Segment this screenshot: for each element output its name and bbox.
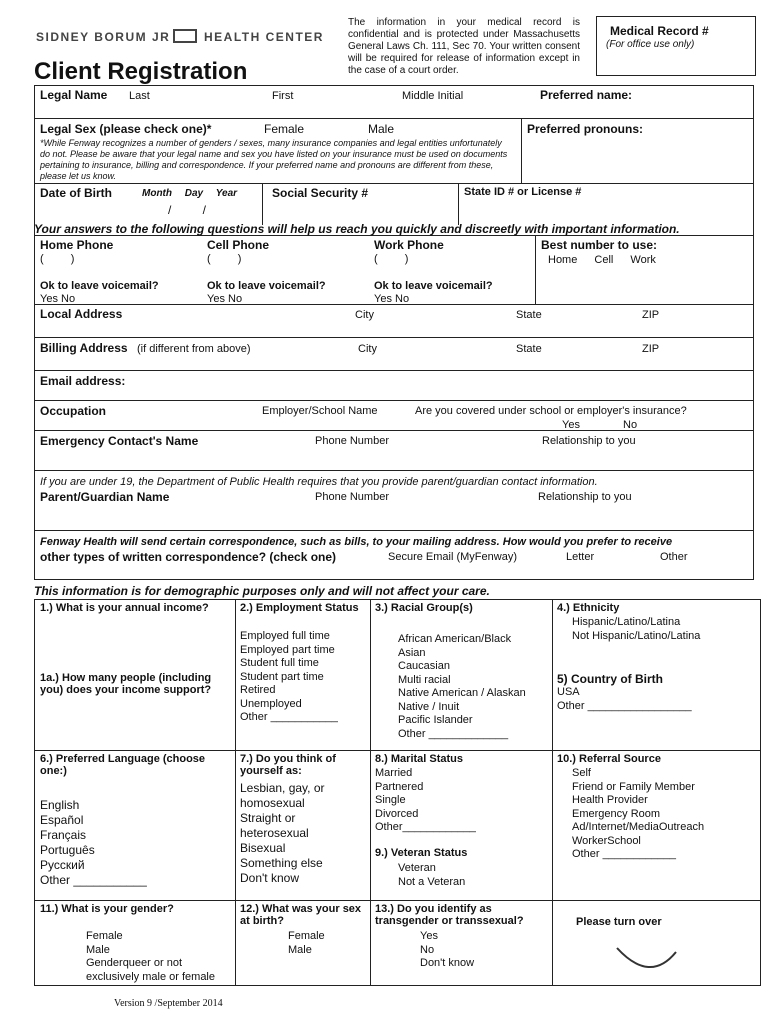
q10-label: 10.) Referral Source — [557, 753, 661, 765]
q1a-label: 1a.) How many people (including you) does your income support? — [40, 672, 212, 696]
logo-icon — [173, 29, 197, 43]
q7-label: 7.) Do you think of yourself as: — [240, 753, 336, 777]
guardian-rel-label: Relationship to you — [538, 491, 632, 503]
zip-label: ZIP — [642, 309, 660, 321]
q2-options[interactable]: Employed full time Employed part time Student full time Student part time Retired Unemployed Other ___________ — [240, 630, 338, 723]
corr-opt-other[interactable]: Other — [660, 551, 688, 563]
sex-note: *While Fenway recognizes a number of genders / sexes, many insurance companies and legal entities unfortunately do not. Please be aware that your legal name and sex you have listed on your insurance must be used on documents pertaining to insurance, billing and correspondence. If your preferred name and pronouns are different from these, please let us know. — [40, 138, 508, 181]
phone-banner: Your answers to the following questions will help us reach you quickly and discreetly with important information. — [34, 222, 680, 236]
guardian-label: Parent/Guardian Name — [40, 490, 170, 504]
q5-label: 5) Country of Birth — [557, 672, 663, 686]
sex-female[interactable]: Female — [264, 122, 305, 136]
q9-label: 9.) Veteran Status — [375, 847, 468, 859]
cell-phone-label: Cell Phone — [207, 238, 270, 252]
preferred-name-label: Preferred name: — [540, 88, 633, 102]
billing-state-label: State — [516, 343, 542, 355]
home-phone-input[interactable]: ( ) — [40, 253, 75, 265]
q10-options[interactable]: Self Friend or Family Member Health Provider Emergency Room Ad/Internet/MediaOutreach WorkerSchool Other ____________ — [572, 767, 705, 860]
q2-label: 2.) Employment Status — [240, 602, 359, 614]
q1-label: 1.) What is your annual income? — [40, 602, 209, 614]
q7-options[interactable]: Lesbian, gay, or homosexual Straight or heterosexual Bisexual Something else Don't know — [240, 781, 325, 885]
vm-cell: Ok to leave voicemail? — [207, 280, 326, 292]
q11-label: 11.) What is your gender? — [40, 903, 174, 915]
pronouns-label: Preferred pronouns: — [527, 122, 644, 136]
brand-right: HEALTH CENTER — [204, 30, 324, 44]
q8-label: 8.) Marital Status — [375, 753, 464, 765]
work-phone-input[interactable]: ( ) — [374, 253, 409, 265]
q3-label: 3.) Racial Group(s) — [375, 602, 473, 614]
em-rel-label: Relationship to you — [542, 435, 636, 447]
vm-work: Ok to leave voicemail? — [374, 280, 493, 292]
vm-cell-yn[interactable]: Yes No — [207, 293, 243, 305]
q13-options[interactable]: Yes No Don't know — [420, 930, 475, 969]
occupation-label: Occupation — [40, 404, 107, 418]
best-number-options[interactable]: Home Cell Work — [548, 254, 656, 266]
insurance-no[interactable]: No — [623, 419, 638, 431]
q4-label: 4.) Ethnicity — [557, 602, 620, 614]
q5-options[interactable]: USA Other _________________ — [557, 686, 692, 712]
q8-options[interactable]: Married Partnered Single Divorced Other____________ — [375, 767, 476, 833]
best-number-label: Best number to use: — [541, 238, 658, 252]
demographic-banner: This information is for demographic purposes only and will not affect your care. — [34, 584, 490, 598]
q3-options[interactable]: African American/Black Asian Caucasian Multi racial Native American / Alaskan Native / Inuit Pacific Islander Other _____________ — [398, 633, 526, 740]
mr-sub: (For office use only) — [606, 39, 695, 50]
corr-opt-email[interactable]: Secure Email (MyFenway) — [388, 551, 517, 563]
employer-label: Employer/School Name — [262, 405, 378, 417]
billing-note: (if different from above) — [137, 343, 251, 355]
q12-label: 12.) What was your sex at birth? — [240, 903, 362, 927]
billing-zip-label: ZIP — [642, 343, 660, 355]
brand-left: SIDNEY BORUM JR — [36, 30, 171, 44]
billing-city-label: City — [358, 343, 377, 355]
q13-label: 13.) Do you identify as transgender or transsexual? — [375, 903, 524, 927]
email-label: Email address: — [40, 374, 126, 388]
q6-options[interactable]: English Español Français Português Русский Other ___________ — [40, 798, 147, 887]
local-address-label: Local Address — [40, 307, 123, 321]
dob-input[interactable]: / / — [168, 203, 207, 217]
state-label: State — [516, 309, 542, 321]
turn-over-arrow-icon — [612, 940, 692, 976]
em-phone-label: Phone Number — [315, 435, 389, 447]
turn-over-label: Please turn over — [576, 916, 662, 928]
cell-phone-input[interactable]: ( ) — [207, 253, 242, 265]
middle-label: Middle Initial — [402, 90, 464, 102]
q11-options[interactable]: Female Male Genderqueer or not exclusively male or female — [86, 930, 215, 983]
confidentiality-notice: The information in your medical record is confidential and is protected under Massachusetts General Laws Ch. 111, Sec 70. Your written consent will be required for release of information except in the case of a court order. — [348, 17, 580, 76]
insurance-yes[interactable]: Yes — [562, 419, 580, 431]
vm-home: Ok to leave voicemail? — [40, 280, 159, 292]
work-phone-label: Work Phone — [374, 238, 444, 252]
dob-format: Month Day Year — [142, 188, 238, 199]
corr-line-b: other types of written correspondence? (check one) — [40, 550, 337, 564]
corr-line-a: Fenway Health will send certain correspondence, such as bills, to your mailing address. How would you prefer to receive — [40, 536, 673, 548]
q6-label: 6.) Preferred Language (choose one:) — [40, 753, 206, 777]
mr-title: Medical Record # — [610, 24, 709, 38]
legal-sex-label: Legal Sex (please check one)* — [40, 122, 212, 136]
vm-work-yn[interactable]: Yes No — [374, 293, 410, 305]
vm-home-yn[interactable]: Yes No — [40, 293, 76, 305]
q4-options[interactable]: Hispanic/Latino/Latina Not Hispanic/Latino/Latina — [572, 616, 701, 642]
guardian-phone-label: Phone Number — [315, 491, 389, 503]
q9-options[interactable]: Veteran Not a Veteran — [398, 862, 466, 888]
guardian-note: If you are under 19, the Department of Public Health requires that you provide parent/guardian contact information. — [40, 476, 598, 488]
emergency-label: Emergency Contact's Name — [40, 434, 199, 448]
city-label: City — [355, 309, 374, 321]
sex-male[interactable]: Male — [368, 122, 395, 136]
legal-name-label: Legal Name — [40, 88, 108, 102]
version-footer: Version 9 /September 2014 — [114, 998, 223, 1009]
last-label: Last — [129, 90, 150, 102]
page-title: Client Registration — [34, 58, 248, 85]
billing-address-label: Billing Address — [40, 341, 128, 355]
dob-label: Date of Birth — [40, 186, 112, 200]
corr-opt-letter[interactable]: Letter — [566, 551, 595, 563]
q12-options[interactable]: Female Male — [288, 930, 325, 956]
state-id-label: State ID # or License # — [464, 186, 582, 198]
insurance-question: Are you covered under school or employer's insurance? — [415, 405, 687, 417]
first-label: First — [272, 90, 294, 102]
home-phone-label: Home Phone — [40, 238, 114, 252]
ssn-label: Social Security # — [272, 186, 369, 200]
